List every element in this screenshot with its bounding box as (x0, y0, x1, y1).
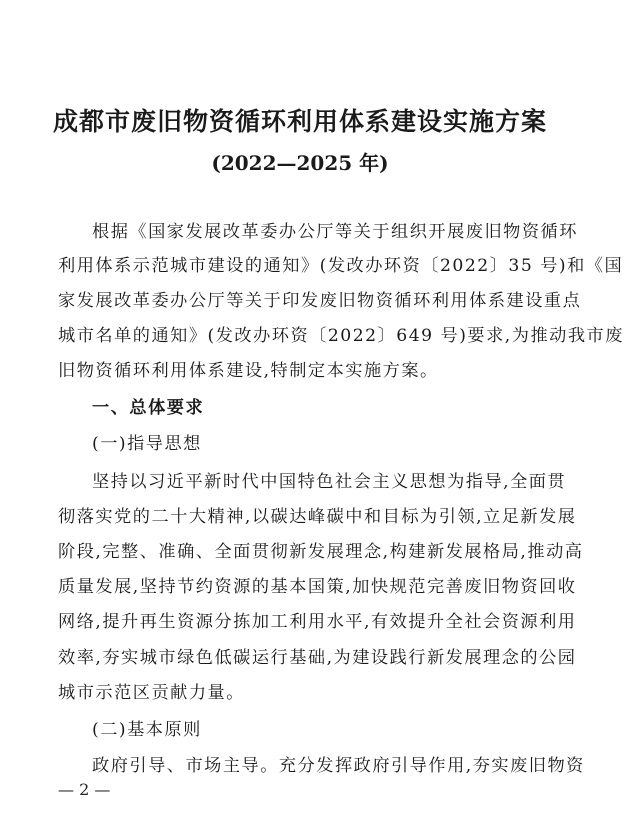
subsection-heading: (二)基本原则 (92, 720, 202, 740)
intro-line: 利用体系示范城市建设的通知》(发改办环资〔2022〕35 号)和《国 (58, 256, 624, 276)
intro-line: 家发展改革委办公厅等关于印发废旧物资循环利用体系建设重点 (58, 291, 582, 311)
document-title: 成都市废旧物资循环利用体系建设实施方案 (52, 107, 547, 136)
document-subtitle: (2022—2025 年) (211, 151, 389, 175)
page-number: — 2 — (58, 780, 111, 799)
guiding-line: 坚持以习近平新时代中国特色社会主义思想为指导,全面贯 (92, 472, 567, 492)
guiding-line: 阶段,完整、准确、全面贯彻新发展理念,构建新发展格局,推动高 (58, 542, 584, 562)
subsection-heading: (一)指导思想 (92, 434, 202, 454)
section-heading: 一、总体要求 (92, 398, 205, 418)
intro-line: 根据《国家发展改革委办公厅等关于组织开展废旧物资循环 (92, 222, 578, 242)
intro-line: 城市名单的通知》(发改办环资〔2022〕649 号)要求,为推动我市废 (58, 326, 624, 346)
guiding-line: 效率,夯实城市绿色低碳运行基础,为建设践行新发展理念的公园 (58, 648, 577, 668)
intro-line: 旧物资循环利用体系建设,特制定本实施方案。 (58, 361, 439, 381)
principle-line: 政府引导、市场主导。充分发挥政府引导作用,夯实废旧物资 (92, 756, 585, 776)
guiding-line: 质量发展,坚持节约资源的基本国策,加快规范完善废旧物资回收 (58, 577, 577, 597)
guiding-line: 网络,提升再生资源分拣加工利用水平,有效提升全社会资源利用 (58, 612, 577, 632)
guiding-line: 城市示范区贡献力量。 (58, 683, 245, 703)
guiding-line: 彻落实党的二十大精神,以碳达峰碳中和目标为引领,立足新发展 (58, 507, 577, 527)
